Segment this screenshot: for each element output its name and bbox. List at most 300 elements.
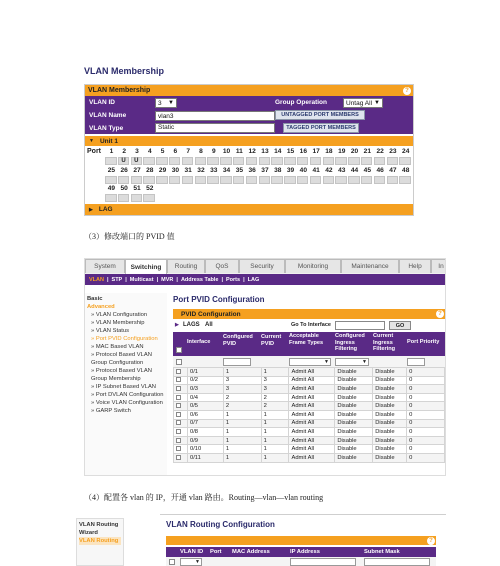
table-cell: 0/5 xyxy=(187,402,223,411)
port-number: 46 xyxy=(376,167,384,174)
header-port-priority: Port Priority xyxy=(407,339,440,345)
port-membership-cell[interactable] xyxy=(310,176,322,184)
port-number: 42 xyxy=(325,167,333,174)
table-cell: 3 xyxy=(223,385,261,394)
chevron-down-icon: ▼ xyxy=(195,559,200,565)
routing-vlan-id-select[interactable] xyxy=(180,558,202,566)
port-membership-cell[interactable] xyxy=(207,176,219,184)
port-membership-cell[interactable] xyxy=(169,176,181,184)
table-cell: 0/10 xyxy=(187,445,223,454)
routing-ip-address-input[interactable] xyxy=(290,558,356,566)
table-cell: 0/2 xyxy=(187,376,223,385)
tab-system[interactable]: System xyxy=(85,259,125,273)
port-membership-cell[interactable] xyxy=(399,176,411,184)
subnav-lag[interactable]: LAG xyxy=(247,276,260,283)
port-membership-cell[interactable] xyxy=(310,157,322,165)
port-membership-cell[interactable] xyxy=(131,194,143,202)
go-button[interactable]: GO xyxy=(389,321,411,330)
table-row[interactable] xyxy=(174,402,445,411)
table-cell: Admit All xyxy=(289,410,335,419)
all-label[interactable]: All xyxy=(205,322,213,328)
row-checkbox[interactable] xyxy=(176,403,181,408)
port-number: 47 xyxy=(389,167,397,174)
vlan-membership-title: VLAN Membership xyxy=(84,66,165,76)
port-membership-cell[interactable] xyxy=(399,157,411,165)
header-subnet-mask: Subnet Mask xyxy=(364,548,400,555)
table-cell: Disable xyxy=(335,368,373,377)
table-cell: Admit All xyxy=(289,453,335,462)
port-number: 22 xyxy=(376,148,384,155)
table-cell: Admit All xyxy=(289,368,335,377)
caption-pvid: （3）修改端口的 PVID 值 xyxy=(84,232,175,241)
port-number: 4 xyxy=(147,148,152,155)
port-membership-cell[interactable] xyxy=(182,176,194,184)
vlan-type-value: Static xyxy=(155,123,275,133)
header-current-pvid: Current PVID xyxy=(261,334,282,347)
port-number: 35 xyxy=(235,167,244,174)
port-number: 51 xyxy=(133,185,141,192)
port-membership-cell[interactable] xyxy=(156,157,168,165)
sidebar-item-voice-vlan[interactable]: » Voice VLAN Configuration xyxy=(91,400,163,406)
table-cell: 0 xyxy=(407,393,445,402)
port-membership-cell[interactable] xyxy=(374,176,386,184)
sidebar-item-vlan-membership[interactable]: » VLAN Membership xyxy=(91,320,145,326)
header-configured-ingress: Configured Ingress Filtering xyxy=(335,333,365,352)
row-checkbox-cell[interactable] xyxy=(174,445,188,454)
lags-arrow-icon: ▶ xyxy=(175,322,179,328)
go-to-interface-input[interactable] xyxy=(335,321,385,330)
table-cell: Disable xyxy=(335,419,373,428)
port-membership-cell[interactable] xyxy=(195,157,207,165)
table-row[interactable] xyxy=(174,410,445,419)
port-membership-cell[interactable] xyxy=(246,176,258,184)
row-checkbox[interactable] xyxy=(176,395,181,400)
header-configured-pvid: Configured PVID xyxy=(223,334,253,347)
port-number: 43 xyxy=(338,167,346,174)
tab-routing[interactable]: Routing xyxy=(167,259,205,273)
routing-sidebar xyxy=(76,518,124,566)
subnav-address-table[interactable]: Address Table xyxy=(180,276,219,283)
table-cell: Admit All xyxy=(289,419,335,428)
help-icon[interactable]: ? xyxy=(403,87,411,95)
port-number: 12 xyxy=(248,148,256,155)
row-checkbox-cell[interactable] xyxy=(174,428,188,437)
table-cell: 1 xyxy=(261,445,289,454)
header-vlan-id: VLAN ID xyxy=(180,548,204,555)
port-membership-cell[interactable] xyxy=(143,157,155,165)
port-membership-cell[interactable] xyxy=(233,157,245,165)
table-cell: Admit All xyxy=(289,436,335,445)
port-membership-cell[interactable] xyxy=(143,176,155,184)
subnav-separator: | xyxy=(176,276,178,283)
table-cell: Disable xyxy=(335,402,373,411)
sidebar-item-port-dvlan[interactable]: » Port DVLAN Configuration xyxy=(91,392,164,398)
tab-security[interactable]: Security xyxy=(239,259,285,273)
port-number: 15 xyxy=(286,148,295,155)
table-cell: Admit All xyxy=(289,385,335,394)
sidebar-item-port-pvid[interactable]: » Port PVID Configuration xyxy=(91,336,158,342)
table-cell: Disable xyxy=(373,419,407,428)
port-membership-cell[interactable] xyxy=(131,176,143,184)
row-checkbox[interactable] xyxy=(176,429,181,434)
routing-panel-header xyxy=(166,536,436,545)
tab-switching[interactable]: Switching xyxy=(125,259,167,274)
go-to-interface-label: Go To Interface xyxy=(291,322,331,328)
table-cell: 0/6 xyxy=(187,410,223,419)
table-cell: 0 xyxy=(407,402,445,411)
port-number: 30 xyxy=(171,167,180,174)
row-checkbox-cell[interactable] xyxy=(174,368,188,377)
table-row[interactable] xyxy=(174,436,445,445)
header-acceptable-frame-types: Acceptable Frame Types xyxy=(289,333,324,346)
table-row[interactable] xyxy=(174,428,445,437)
vlan-membership-panel xyxy=(84,84,414,216)
subnav-separator: | xyxy=(106,276,109,283)
table-cell: 1 xyxy=(261,428,289,437)
port-membership-cell[interactable] xyxy=(387,157,399,165)
lag-row[interactable] xyxy=(85,204,413,215)
header-mac-address: MAC Address xyxy=(232,548,270,555)
header-port: Port xyxy=(210,548,222,555)
edit-row-checkbox[interactable] xyxy=(176,359,182,365)
lag-label: LAG xyxy=(98,206,113,213)
row-checkbox-cell[interactable] xyxy=(174,410,188,419)
tab-maintenance[interactable]: Maintenance xyxy=(341,259,399,273)
chevron-down-icon: ▼ xyxy=(168,100,174,106)
table-cell: Disable xyxy=(335,393,373,402)
port-number: 45 xyxy=(363,167,371,174)
table-row[interactable] xyxy=(174,385,445,394)
port-number: 52 xyxy=(146,185,154,192)
port-membership-cell[interactable]: U xyxy=(131,157,143,165)
port-number: 11 xyxy=(235,148,243,155)
table-cell: 0 xyxy=(407,410,445,419)
table-cell: 1 xyxy=(261,453,289,462)
port-membership-cell[interactable] xyxy=(348,157,360,165)
sidebar-item-vlan-configuration[interactable]: » VLAN Configuration xyxy=(91,312,148,318)
row-checkbox[interactable] xyxy=(176,412,181,417)
subnav-separator: | xyxy=(221,276,223,283)
edit-configured-pvid-input[interactable] xyxy=(223,358,251,366)
lags-toolbar xyxy=(173,321,445,331)
subnav-multicast[interactable]: Multicast xyxy=(129,276,154,283)
port-number: 23 xyxy=(389,148,397,155)
port-number: 28 xyxy=(146,167,154,174)
port-number: 40 xyxy=(299,167,308,174)
port-membership-cell[interactable] xyxy=(259,157,271,165)
port-membership-cell[interactable] xyxy=(246,157,258,165)
row-checkbox[interactable] xyxy=(176,446,181,451)
port-membership-cell[interactable] xyxy=(323,176,335,184)
row-checkbox[interactable] xyxy=(176,438,181,443)
port-number: 17 xyxy=(312,148,320,155)
routing-top-rule xyxy=(160,514,446,515)
routing-page-title: VLAN Routing Configuration xyxy=(166,520,275,529)
port-membership-cell[interactable] xyxy=(105,194,117,202)
lags-label[interactable]: LAGS xyxy=(183,322,200,328)
table-cell: 0/4 xyxy=(187,393,223,402)
port-membership-cell[interactable] xyxy=(220,157,232,165)
port-membership-cell[interactable] xyxy=(207,157,219,165)
table-cell: Disable xyxy=(373,436,407,445)
table-cell: Disable xyxy=(335,453,373,462)
tagged-port-members-button[interactable]: TAGGED PORT MEMBERS xyxy=(283,123,359,133)
pvid-panel-header xyxy=(173,309,445,319)
port-membership-cell[interactable] xyxy=(143,194,155,202)
header-select-all-checkbox[interactable] xyxy=(176,347,182,353)
table-cell: 1 xyxy=(223,436,261,445)
port-membership-row-3 xyxy=(105,194,413,202)
port-number: 18 xyxy=(325,148,333,155)
port-membership-cell[interactable] xyxy=(361,157,373,165)
port-number: 31 xyxy=(184,167,192,174)
port-membership-cell[interactable] xyxy=(335,176,347,184)
table-cell: 1 xyxy=(261,368,289,377)
sidebar-item-protocol-group-config[interactable]: » Protocol Based VLAN Group Configuration xyxy=(91,352,152,366)
routing-subnet-mask-input[interactable] xyxy=(364,558,430,566)
port-number: 39 xyxy=(286,167,295,174)
row-checkbox-cell[interactable] xyxy=(174,453,188,462)
table-cell: Disable xyxy=(335,410,373,419)
table-row[interactable] xyxy=(174,453,445,462)
port-membership-cell[interactable] xyxy=(118,194,130,202)
table-cell: 1 xyxy=(261,436,289,445)
vlan-name-input[interactable]: vlan3 xyxy=(155,111,275,121)
port-membership-cell[interactable] xyxy=(284,176,296,184)
subnav-separator: | xyxy=(156,276,159,283)
edit-acceptable-frame-select[interactable] xyxy=(289,358,331,366)
tab-index[interactable]: In xyxy=(431,259,446,273)
sidebar-item-vlan-routing-wizard[interactable]: VLAN Routing Wizard xyxy=(79,522,119,536)
tab-help[interactable]: Help xyxy=(399,259,431,273)
port-number: 41 xyxy=(312,167,320,174)
port-membership-cell[interactable] xyxy=(323,157,335,165)
table-cell: 0 xyxy=(407,453,445,462)
port-membership-cell[interactable] xyxy=(348,176,360,184)
header-interface: Interface xyxy=(187,339,211,345)
table-cell: Disable xyxy=(373,385,407,394)
vlan-routing-screenshot xyxy=(76,514,446,566)
table-cell: 1 xyxy=(223,428,261,437)
row-checkbox-cell[interactable] xyxy=(174,385,188,394)
sidebar-item-protocol-group-membership[interactable]: » Protocol Based VLAN Group Membership xyxy=(91,368,152,382)
port-membership-cell[interactable] xyxy=(374,157,386,165)
pvid-panel-title: PVID Configuration xyxy=(181,310,241,318)
port-number: 34 xyxy=(222,167,231,174)
table-cell: Disable xyxy=(335,436,373,445)
sidebar-item-garp-switch[interactable]: » GARP Switch xyxy=(91,408,131,414)
port-number-row-1 xyxy=(105,148,413,155)
row-checkbox[interactable] xyxy=(176,369,181,374)
header-current-ingress: Current Ingress Filtering xyxy=(373,333,396,352)
port-number: 7 xyxy=(186,148,191,155)
port-number: 16 xyxy=(299,148,308,155)
table-row[interactable] xyxy=(174,419,445,428)
port-number: 3 xyxy=(135,148,139,155)
table-cell: 0/7 xyxy=(187,419,223,428)
port-number: 37 xyxy=(261,167,269,174)
table-cell: 0/9 xyxy=(187,436,223,445)
port-membership-cell[interactable] xyxy=(361,176,373,184)
port-number: 19 xyxy=(338,148,346,155)
table-cell: 0 xyxy=(407,428,445,437)
port-membership-cell[interactable] xyxy=(233,176,245,184)
row-checkbox-cell[interactable] xyxy=(174,419,188,428)
routing-edit-checkbox[interactable] xyxy=(169,559,175,565)
port-number: 29 xyxy=(158,167,167,174)
table-cell: 3 xyxy=(261,376,289,385)
edit-configured-ingress-select[interactable] xyxy=(335,358,369,366)
sidebar-item-vlan-routing[interactable]: VLAN Routing xyxy=(79,537,121,545)
table-cell: 0 xyxy=(407,376,445,385)
table-cell: Admit All xyxy=(289,393,335,402)
edit-row xyxy=(173,356,445,367)
port-membership-cell[interactable] xyxy=(105,157,117,165)
vlan-id-select[interactable]: 3 ▼ xyxy=(155,98,177,108)
table-cell: 0/8 xyxy=(187,428,223,437)
port-number: 25 xyxy=(107,167,116,174)
tab-monitoring[interactable]: Monitoring xyxy=(285,259,341,273)
table-cell: 0 xyxy=(407,445,445,454)
table-cell: Disable xyxy=(335,445,373,454)
table-cell: 2 xyxy=(223,393,261,402)
port-membership-cell[interactable] xyxy=(259,176,271,184)
table-cell: Disable xyxy=(335,376,373,385)
port-membership-cell[interactable] xyxy=(387,176,399,184)
table-cell: 2 xyxy=(223,402,261,411)
port-membership-cell[interactable] xyxy=(284,157,296,165)
chevron-down-icon: ▼ xyxy=(324,359,329,365)
port-membership-cell[interactable] xyxy=(105,176,117,184)
row-checkbox[interactable] xyxy=(176,420,181,425)
sidebar-item-ip-subnet-vlan[interactable]: » IP Subnet Based VLAN xyxy=(91,384,156,390)
port-number: 9 xyxy=(211,148,216,155)
row-checkbox[interactable] xyxy=(176,455,181,460)
table-cell: 3 xyxy=(261,385,289,394)
table-cell: 2 xyxy=(261,393,289,402)
group-operation-select[interactable]: Untag All ▼ xyxy=(343,98,383,108)
unit-label: Unit 1 xyxy=(99,137,119,145)
subnav-separator: | xyxy=(243,276,245,283)
table-cell: Disable xyxy=(373,402,407,411)
port-membership-cell[interactable] xyxy=(118,176,130,184)
help-icon[interactable]: ? xyxy=(427,537,435,545)
port-number-row-3 xyxy=(105,185,413,192)
port-number: 44 xyxy=(350,167,359,174)
port-membership-cell[interactable] xyxy=(335,157,347,165)
edit-port-priority-input[interactable] xyxy=(407,358,425,366)
table-cell: Admit All xyxy=(289,428,335,437)
port-number: 48 xyxy=(402,167,410,174)
untagged-port-members-button[interactable]: UNTAGGED PORT MEMBERS xyxy=(275,110,365,120)
row-checkbox-cell[interactable] xyxy=(174,393,188,402)
table-cell: 0/3 xyxy=(187,385,223,394)
sidebar-item-basic[interactable]: Basic xyxy=(87,296,103,302)
subnav-stp[interactable]: STP xyxy=(111,276,123,283)
port-membership-cell[interactable] xyxy=(195,176,207,184)
table-cell: 1 xyxy=(223,445,261,454)
port-number-row-2 xyxy=(105,167,413,174)
table-cell: Disable xyxy=(335,385,373,394)
row-checkbox[interactable] xyxy=(176,377,181,382)
vlan-id-label: VLAN ID xyxy=(89,99,115,106)
caption-routing: （4）配置各 vlan 的 IP，开通 vlan 路由。Routing—vlan—vlan routing xyxy=(84,493,324,502)
row-checkbox-cell[interactable] xyxy=(174,436,188,445)
sidebar-item-advanced[interactable]: Advanced xyxy=(87,304,115,310)
port-membership-cell[interactable] xyxy=(220,176,232,184)
port-membership-cell[interactable] xyxy=(169,157,181,165)
table-cell: 1 xyxy=(223,368,261,377)
unit-1-row[interactable] xyxy=(85,136,413,146)
port-number: 21 xyxy=(363,148,371,155)
port-membership-cell[interactable] xyxy=(297,157,309,165)
port-number: 6 xyxy=(173,148,178,155)
subnav-mvr[interactable]: MVR xyxy=(161,276,174,283)
port-number: 49 xyxy=(107,185,116,192)
table-cell: 0/11 xyxy=(187,453,223,462)
row-checkbox-cell[interactable] xyxy=(174,376,188,385)
port-membership-cell[interactable] xyxy=(156,176,168,184)
port-membership-cell[interactable]: U xyxy=(118,157,130,165)
port-number: 26 xyxy=(120,167,128,174)
table-row[interactable] xyxy=(174,393,445,402)
table-row[interactable] xyxy=(174,368,445,377)
sidebar-item-vlan-status[interactable]: » VLAN Status xyxy=(91,328,130,334)
sidebar-item-mac-based-vlan[interactable]: » MAC Based VLAN xyxy=(91,344,144,350)
port-number: 33 xyxy=(210,167,218,174)
port-number: 36 xyxy=(248,167,256,174)
table-cell: Admit All xyxy=(289,445,335,454)
vlan-type-label: VLAN Type xyxy=(89,125,124,132)
table-cell: 0 xyxy=(407,385,445,394)
port-number: 50 xyxy=(120,185,128,192)
table-cell: 1 xyxy=(223,410,261,419)
sub-nav-bar xyxy=(85,274,446,285)
port-number: 38 xyxy=(274,167,282,174)
pvid-screenshot xyxy=(84,258,446,476)
port-membership-cell[interactable] xyxy=(271,176,283,184)
table-header xyxy=(173,332,445,356)
tab-bar xyxy=(85,259,446,274)
chevron-down-icon: ▼ xyxy=(374,100,380,106)
port-membership-cell[interactable] xyxy=(182,157,194,165)
table-row[interactable] xyxy=(174,445,445,454)
port-number: 5 xyxy=(160,148,165,155)
table-row[interactable] xyxy=(174,376,445,385)
port-membership-row-2 xyxy=(105,176,413,184)
chevron-down-icon: ▼ xyxy=(362,359,367,365)
sidebar xyxy=(85,293,167,476)
table-cell: Disable xyxy=(335,428,373,437)
port-number: 8 xyxy=(199,148,203,155)
routing-table-header xyxy=(166,547,436,557)
table-cell: Disable xyxy=(373,410,407,419)
group-operation-label: Group Operation xyxy=(275,99,327,106)
help-icon[interactable]: ? xyxy=(436,310,444,318)
subnav-ports[interactable]: Ports xyxy=(226,276,241,283)
table-cell: Admit All xyxy=(289,402,335,411)
row-checkbox-cell[interactable] xyxy=(174,402,188,411)
port-membership-cell[interactable] xyxy=(271,157,283,165)
table-cell: 1 xyxy=(223,453,261,462)
subnav-vlan[interactable]: VLAN xyxy=(89,276,104,283)
port-membership-cell[interactable] xyxy=(297,176,309,184)
tab-qos[interactable]: QoS xyxy=(205,259,239,273)
row-checkbox[interactable] xyxy=(176,386,181,391)
port-number: 24 xyxy=(402,148,410,155)
table-cell: 1 xyxy=(223,419,261,428)
port-number: 13 xyxy=(261,148,269,155)
